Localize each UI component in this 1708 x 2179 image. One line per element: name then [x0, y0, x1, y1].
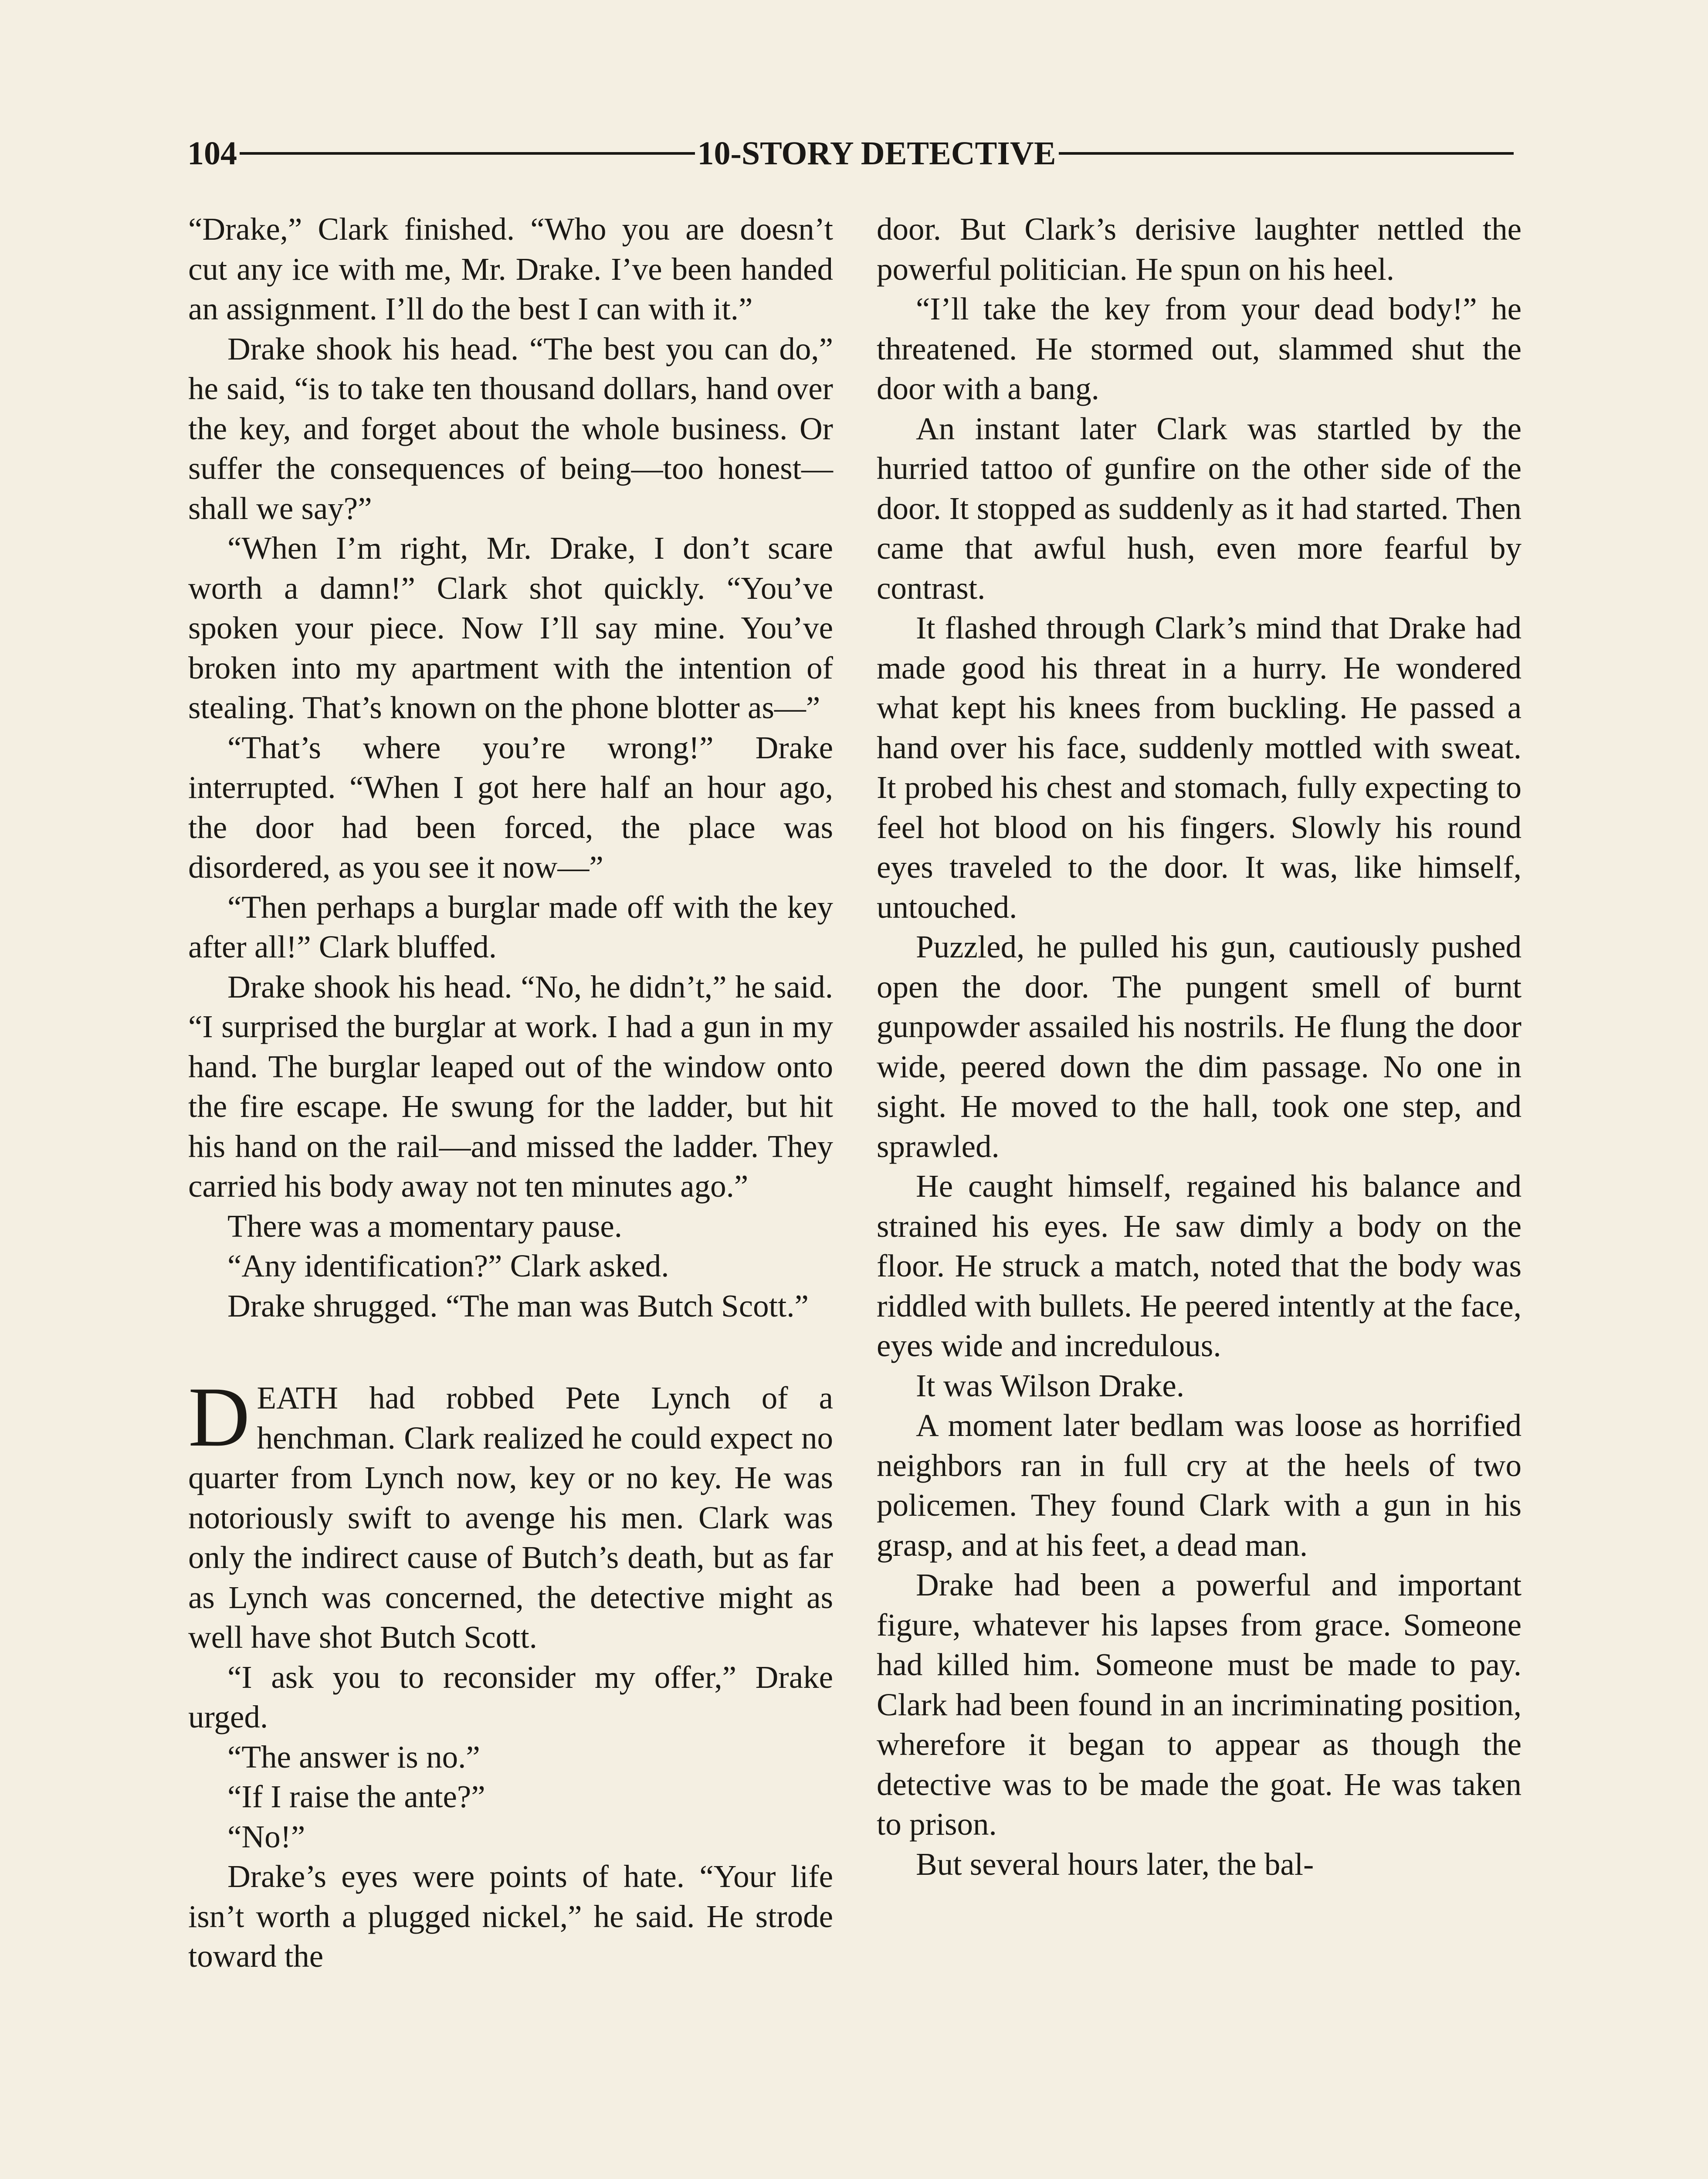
paragraph: “Drake,” Clark finished. “Who you are doesn’t cut any ice with me, Mr. Drake. I’ve been handed an assignment. I’ll do the best I can with it.”	[188, 211, 833, 326]
paragraph: Drake had been a powerful and important figure, whatever his lapses from grace. Someone had killed him. Someone must be made to pay. Clark had been found in an incriminating position, wherefore it began to appear as though the detective was to be made the goat. He was taken to prison.	[877, 1567, 1522, 1842]
header-rule-left	[240, 152, 695, 155]
paragraph: Drake shrugged. “The man was Butch Scott.”	[227, 1288, 809, 1324]
paragraph: He caught himself, regained his balance and strained his eyes. He saw dimly a body on the floor. He struck a match, noted that the body was riddled with bullets. He peered intently at the face, eyes wide and incredulous.	[877, 1168, 1522, 1363]
paragraph: But several hours later, the bal-	[916, 1846, 1314, 1882]
paragraph: Drake shook his head. “The best you can do,” he said, “is to take ten thousand dollars, hand over the key, and forget about the whole business. Or suffer the consequences of being—too honest—shall we say?”	[188, 331, 833, 526]
page-header	[187, 127, 1516, 180]
paragraph: Puzzled, he pulled his gun, cautiously pushed open the door. The pungent smell of burnt gunpowder assailed his nostrils. He flung the door wide, peered down the dim passage. No one in sight. He moved to the hall, took one step, and sprawled.	[877, 929, 1522, 1164]
header-rule-right	[1059, 152, 1514, 155]
magazine-title: 10-STORY DETECTIVE	[697, 135, 1056, 172]
paragraph: “That’s where you’re wrong!” Drake interrupted. “When I got here half an hour ago, the door had been forced, the place was disordered, as you see it now—”	[188, 730, 833, 885]
dropcap-paragraph	[188, 1370, 833, 1657]
paragraph: door. But Clark’s derisive laughter nettled the powerful politician. He spun on his heel.	[877, 211, 1522, 287]
dropcap-paragraph-text: EATH had robbed Pete Lynch of a henchman. Clark realized he could expect no quarter from Lynch now, key or no key. He was notoriously swift to avenge his men. Clark was only the indirect cause of Butch’s death, but as far as Lynch was concerned, the detective might as well have shot Butch Scott.	[188, 1380, 833, 1655]
page-number: 104	[187, 135, 237, 172]
paragraph: There was a momentary pause.	[227, 1208, 623, 1244]
paragraph: “The answer is no.”	[227, 1739, 480, 1775]
paragraph: “When I’m right, Mr. Drake, I don’t scare worth a damn!” Clark shot quickly. “You’ve spoken your piece. Now I’ll say mine. You’ve broken into my apartment with the intention of stealing. That’s known on the phone blotter as—”	[188, 530, 833, 725]
paragraph: An instant later Clark was startled by the hurried tattoo of gunfire on the other side of the door. It stopped as suddenly as it had started. Then came that awful hush, even more fearful by contrast.	[877, 411, 1522, 606]
dropcap-letter: D	[188, 1370, 250, 1464]
paragraph: “I’ll take the key from your dead body!” he threatened. He stormed out, slammed shut the door with a bang.	[877, 291, 1522, 406]
paragraph: “If I raise the ante?”	[227, 1779, 485, 1814]
paragraph: Drake’s eyes were points of hate. “Your life isn’t worth a plugged nickel,” he said. He strode toward the	[188, 1859, 833, 1974]
paragraph: It flashed through Clark’s mind that Drake had made good his threat in a hurry. He wondered what kept his knees from buckling. He passed a hand over his face, suddenly mottled with sweat. It probed his chest and stomach, fully expecting to feel hot blood on his fingers. Slowly his round eyes traveled to the door. It was, like himself, untouched.	[877, 610, 1522, 925]
right-column	[877, 209, 1522, 1884]
paragraph: “Then perhaps a burglar made off with the key after all!” Clark bluffed.	[188, 889, 833, 964]
paragraph: “No!”	[227, 1819, 305, 1854]
paragraph: “Any identification?” Clark asked.	[227, 1248, 669, 1283]
paragraph: “I ask you to reconsider my offer,” Drake urged.	[188, 1659, 833, 1734]
paragraph: It was Wilson Drake.	[916, 1368, 1185, 1403]
paragraph: Drake shook his head. “No, he didn’t,” he said. “I surprised the burglar at work. I had a gun in my hand. The burglar leaped out of the window onto the fire escape. He swung for the ladder, but hit his hand on the rail—and missed the ladder. They carried his body away not ten minutes ago.”	[188, 969, 833, 1204]
left-column	[188, 209, 833, 1976]
paragraph: A moment later bedlam was loose as horrified neighbors ran in full cry at the heels of two policemen. They found Clark with a gun in his grasp, and at his feet, a dead man.	[877, 1408, 1522, 1563]
